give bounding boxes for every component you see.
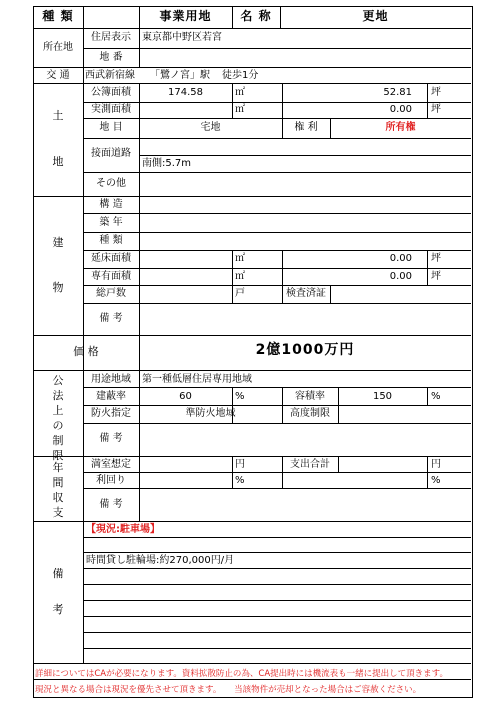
coverage-unit: % [235, 391, 245, 402]
land-category-label: 地 目 [99, 122, 123, 133]
current-status: 【現況:駐車場】 [86, 524, 160, 535]
location-label: 所在地 [43, 42, 73, 53]
rights-value: 所有権 [385, 122, 416, 133]
yield-unit: % [235, 475, 245, 486]
yield-label: 利回り [96, 475, 126, 486]
name-label: 名 称 [240, 9, 272, 23]
building-type-label: 種 類 [99, 235, 123, 246]
exclusive-area-unit: ㎡ [235, 271, 245, 282]
footer-note-1: 詳細についてはCAが必要になります。資料拡散防止の為、CA提出時には機流表も一緒に提出して頂きます。 [35, 669, 448, 679]
footer-note-2: 現況と異なる場合は現況を優先させて頂きます。 当該物件が売却となった場合はご容赦ください。 [35, 685, 422, 695]
road-label: 接面道路 [91, 148, 131, 159]
fire-label: 防火指定 [91, 408, 131, 419]
income-section-label: 年間収支 [52, 461, 64, 519]
building-remarks-label: 備 考 [99, 313, 123, 324]
registered-area-label: 公簿面積 [91, 87, 131, 98]
remarks-section-top: 備 [52, 567, 64, 580]
expense-label: 支出合計 [290, 459, 330, 470]
exclusive-area-label: 専有面積 [91, 271, 131, 282]
price-value: 2億1000万円 [255, 342, 355, 358]
land-section-top: 土 [52, 109, 64, 122]
registered-area-value: 174.58 [168, 87, 203, 98]
floor-tsubo-unit: 坪 [431, 253, 441, 264]
transport-station: 「鷺ノ宮」駅 [150, 70, 210, 81]
registered-sqm-unit: ㎡ [235, 87, 245, 98]
units-unit: 戸 [235, 288, 245, 299]
transport-line: 西武新宿線 [85, 70, 135, 81]
road-value: 南側:5.7m [142, 158, 192, 169]
expense-unit: 円 [431, 459, 441, 470]
age-label: 築 年 [99, 217, 123, 228]
zoning-value: 第一種低層住居専用地域 [142, 374, 252, 385]
coverage-value: 60 [179, 391, 192, 402]
inspection-label: 検査済証 [286, 288, 326, 299]
floor-area-label: 延床面積 [91, 253, 131, 264]
name-value: 更地 [362, 9, 389, 23]
address-label: 住居表示 [91, 32, 131, 43]
income-remarks-label: 備 考 [99, 499, 123, 510]
transport-walk: 徒歩1分 [222, 70, 259, 81]
land-section-bottom: 地 [52, 155, 64, 168]
measured-tsubo-value: 0.00 [389, 104, 412, 115]
full-occupancy-label: 満室想定 [91, 459, 131, 470]
height-label: 高度制限 [290, 408, 330, 419]
yield-unit-right: % [431, 475, 441, 486]
full-occupancy-unit: 円 [235, 459, 245, 470]
regulations-section-label: 公法上の制限 [52, 374, 64, 462]
building-section-bottom: 物 [52, 281, 64, 294]
floor-area-unit: ㎡ [235, 253, 245, 264]
measured-area-label: 実測面積 [91, 104, 131, 115]
building-section-top: 建 [52, 236, 64, 249]
type-value: 事業用地 [159, 9, 212, 23]
type-label: 種 類 [42, 9, 74, 23]
fire-value: 準防火地域 [185, 408, 236, 419]
regulations-remarks-label: 備 考 [99, 433, 123, 444]
far-label: 容積率 [295, 391, 325, 402]
exclusive-tsubo-value: 0.00 [389, 271, 412, 282]
zoning-label: 用途地域 [91, 374, 131, 385]
exclusive-tsubo-unit: 坪 [431, 271, 441, 282]
floor-tsubo-value: 0.00 [389, 253, 412, 264]
far-value: 150 [372, 391, 393, 402]
rights-label: 権 利 [294, 122, 318, 133]
land-other-label: その他 [96, 178, 126, 189]
coverage-label: 建蔽率 [96, 391, 126, 402]
land-category-value: 宅地 [200, 122, 221, 133]
address-value: 東京都中野区若宮 [142, 32, 222, 43]
structure-label: 構 造 [99, 199, 123, 210]
lot-label: 地 番 [99, 52, 123, 63]
far-unit: % [431, 391, 441, 402]
units-label: 総戸数 [96, 288, 126, 299]
measured-sqm-unit: ㎡ [235, 104, 245, 115]
price-label: 価 格 [73, 345, 99, 358]
parking-note: 時間貸し駐輪場:約270,000円/月 [86, 555, 235, 566]
measured-tsubo-unit: 坪 [431, 104, 441, 115]
registered-tsubo-unit: 坪 [431, 87, 441, 98]
transport-label: 交 通 [46, 70, 70, 81]
registered-tsubo-value: 52.81 [383, 87, 412, 98]
remarks-section-bottom: 考 [52, 603, 64, 616]
